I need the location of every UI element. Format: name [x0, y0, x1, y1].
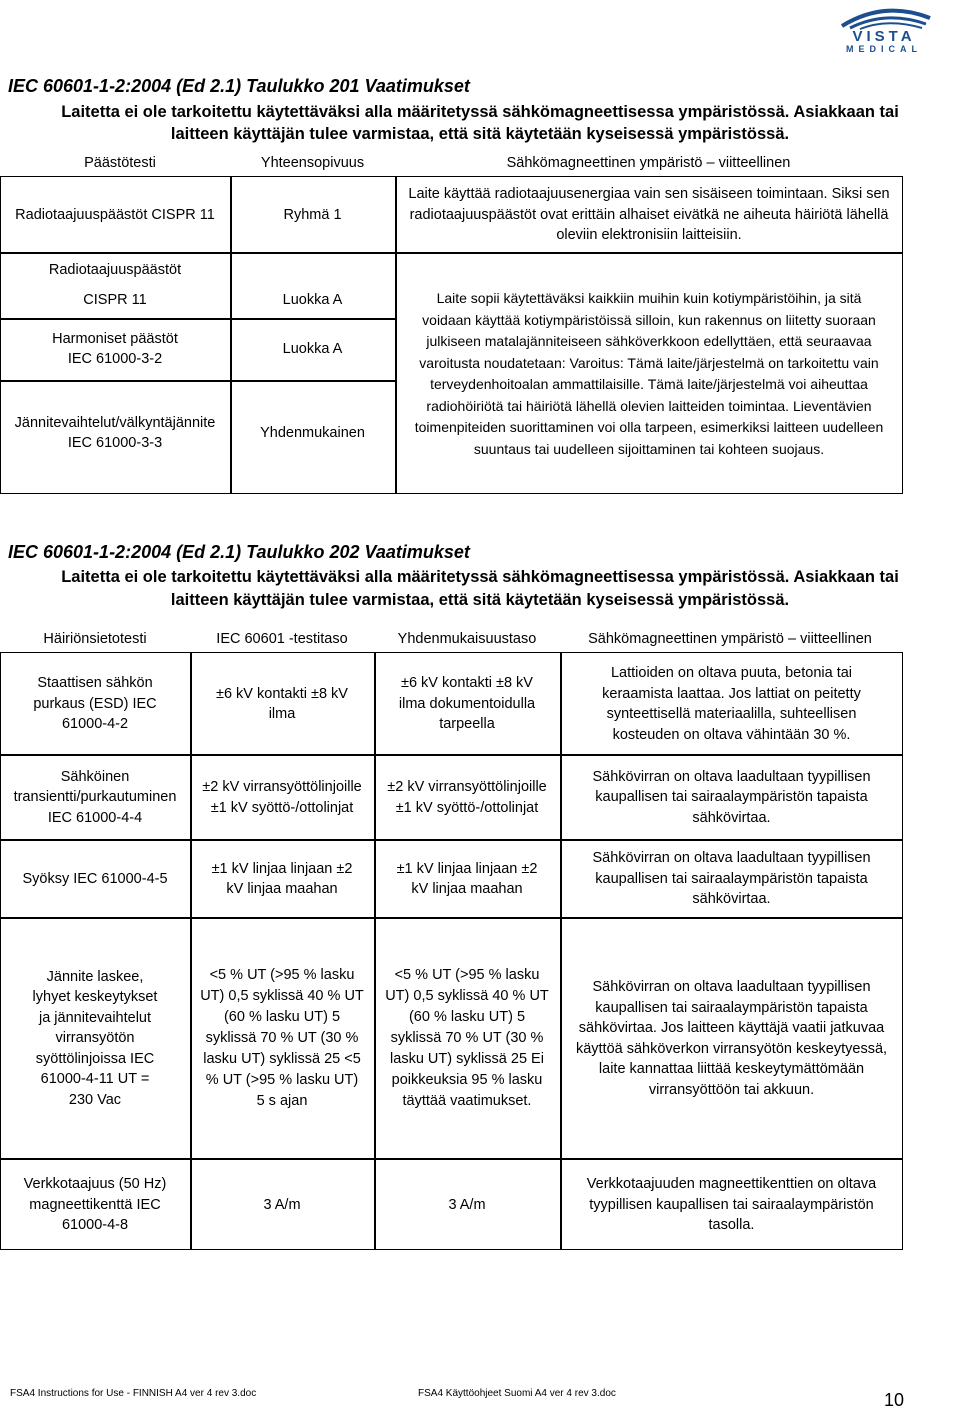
table-201-row1-environment: Laite käyttää radiotaajuusenergiaa vain sen sisäiseen toimintaan. Siksi sen radiotaajuuspäästöt ovat erittäin alhaiset eivätkä ne aiheuta häiriötä lähellä oleviin elektronisiin laitteisiin. [408, 186, 890, 244]
table-202-row-compliance-level: ±2 kV virransyöttölinjoille ±1 kV syöttö-/ottolinjat [387, 779, 547, 816]
table-201-row1-compliance: Ryhmä 1 [283, 206, 342, 223]
table-202-row-test: Jännite laskee, lyhyet keskeytykset ja jännitevaihtelut virransyötön syöttölinjoissa IEC 61000-4-11 UT = 230 Vac [32, 968, 158, 1108]
footer-left: FSA4 Instructions for Use - FINNISH A4 ver 4 rev 3.doc [10, 1388, 257, 1399]
table-201-row2-compliance-b: Luokka A [282, 340, 343, 357]
table-202-row-environment: Lattioiden on oltava puuta, betonia tai keraamista laattaa. Jos lattiat on peitetty synteettisellä materiaalilla, suhteellisen kosteuden on oltava vähintään 30 %. [602, 665, 861, 743]
table-201-divider [0, 380, 395, 382]
table-202-row-compliance-level: <5 % UT (>95 % lasku UT) 0,5 syklissä 40 % UT (60 % lasku UT) 5 syklissä 70 % UT (30 % lasku UT) syklissä 25 Ei poikkeuksia 95 % lasku täyttää vaatimukset. [385, 967, 549, 1109]
table-201-row1-test: Radiotaajuuspäästöt CISPR 11 [15, 206, 215, 223]
table-201-row2-test-b: Harmoniset päästöt IEC 61000-3-2 [52, 330, 178, 367]
table-201-title: IEC 60601-1-2:2004 (Ed 2.1) Taulukko 201 Vaatimukset [8, 76, 470, 96]
logo-name: VISTA [852, 28, 916, 45]
table-202-row-test-level: 3 A/m [263, 1196, 301, 1213]
table-201-row2-compliance-c: Yhdenmukainen [260, 424, 365, 441]
table-201-header-compliance: Yhteensopivuus [260, 154, 365, 171]
table-202-row-environment: Sähkövirran on oltava laadultaan tyypillisen kaupallisen tai sairaalaympäristön tapaista sähkövirtaa. [592, 768, 871, 826]
table-201-row2-environment: Laite sopii käytettäväksi kaikkiin muihin kuin kotiympäristöihin, ja sitä voidaan käyttää kotiympäristöissä silloin, kun rakennus on liitetty suoraan julkiseen matalajänniteiseen sähköverkkoon edellyttäen, että seuraavaa varoitusta noudatetaan: Varoitus: Tämä laite/järjestelmä on tarkoitettu vain terveydenhoitoalan ammattilaisille. Tämä laite/järjestelmä voi aiheuttaa radiohöiriötä tai häiriötä lähellä olevien laitteiden toimintaa. Lieventävien toimenpiteiden suorittaminen voi olla tarpeen, esimerkiksi laitteen uudelleen suuntaus tai uudelleen sijoittaminen tai kohteen suojaus. [414, 290, 884, 457]
table-202-row-test: Staattisen sähkön purkaus (ESD) IEC 61000-4-2 [33, 675, 157, 733]
footer-center: FSA4 Käyttöohjeet Suomi A4 ver 4 rev 3.doc [418, 1388, 616, 1399]
table-202-row-environment: Verkkotaajuuden magneettikenttien on oltava tyypillisen kaupallisen tai sairaalaympäristön tasolla. [586, 1176, 877, 1234]
table-202-row-test-level: ±2 kV virransyöttölinjoille ±1 kV syöttö-/ottolinjat [202, 779, 362, 816]
table-202-requirement-1: Laitetta ei ole tarkoitettu käytettäväksi alla määritetyssä sähkömagneettisessa ympäristössä. Asiakkaan tai [61, 568, 899, 586]
table-202-title: IEC 60601-1-2:2004 (Ed 2.1) Taulukko 202 Vaatimukset [8, 542, 470, 562]
table-201-requirement-2: laitteen käyttäjän tulee varmistaa, että sitä käytetään kyseisessä ympäristössä. [170, 125, 790, 143]
table-202-row-test: Verkkotaajuus (50 Hz) magneettikenttä IEC 61000-4-8 [23, 1176, 167, 1234]
table-202-header-compliance-level: Yhdenmukaisuustaso [397, 630, 537, 647]
table-202-row-environment: Sähkövirran on oltava laadultaan tyypillisen kaupallisen tai sairaalaympäristön tapaista sähkövirtaa. [592, 850, 871, 908]
page-number: 10 [884, 1390, 905, 1410]
table-202-requirement-2: laitteen käyttäjän tulee varmistaa, että sitä käytetään kyseisessä ympäristössä. [170, 591, 790, 609]
table-202-row-compliance-level: ±1 kV linjaa linjaan ±2 kV linjaa maahan [396, 860, 538, 897]
table-201-row2-test-c: Jännitevaihtelut/välkyntäjännite IEC 61000-3-3 [14, 414, 216, 451]
table-201-row2-test-a-line2: CISPR 11 [83, 291, 147, 308]
table-201-header-test: Päästötesti [84, 154, 156, 171]
table-202-header-environment: Sähkömagneettinen ympäristö – viitteellinen [588, 630, 872, 647]
table-202-header-test-level: IEC 60601 -testitaso [216, 630, 348, 647]
table-202-row-environment: Sähkövirran on oltava laadultaan tyypillisen kaupallisen tai sairaalaympäristön tapaista sähkövirtaa. Jos laitteen käyttäjä vaatii jatkuvaa käyttöä sähköverkon virransyötön keskeytyessä, laite kannattaa liittää keskeytymättömään virransyöttöön tai akkuun. [575, 979, 888, 1098]
table-202-row-test-level: ±6 kV kontakti ±8 kV ilma [216, 685, 348, 722]
table-201-requirement-1: Laitetta ei ole tarkoitettu käytettäväksi alla määritetyssä sähkömagneettisessa ympäristössä. Asiakkaan tai [61, 103, 899, 121]
table-201-header-environment: Sähkömagneettinen ympäristö – viitteellinen [506, 154, 791, 171]
table-202-row-test-level: ±1 kV linjaa linjaan ±2 kV linjaa maahan [211, 860, 353, 897]
logo-subtitle: MEDICAL [846, 44, 922, 54]
table-202-row-test: Syöksy IEC 61000-4-5 [22, 870, 168, 887]
table-202-row-compliance-level: ±6 kV kontakti ±8 kV ilma dokumentoidulla tarpeella [398, 675, 536, 733]
table-202-row-test: Sähköinen transientti/purkautuminen IEC 61000-4-4 [13, 768, 177, 826]
table-202-header-test: Häiriönsietotesti [43, 630, 147, 647]
table-201-row2-test-a-line1: Radiotaajuuspäästöt [48, 261, 182, 278]
table-202-row-compliance-level: 3 A/m [448, 1196, 486, 1213]
table-202-row-test-level: <5 % UT (>95 % lasku UT) 0,5 syklissä 40 % UT (60 % lasku UT) 5 syklissä 70 % UT (30 % lasku UT) syklissä 25 <5 % UT (>95 % lasku UT) 5 s ajan [200, 967, 364, 1109]
table-201-row2-compliance-a: Luokka A [282, 291, 343, 308]
